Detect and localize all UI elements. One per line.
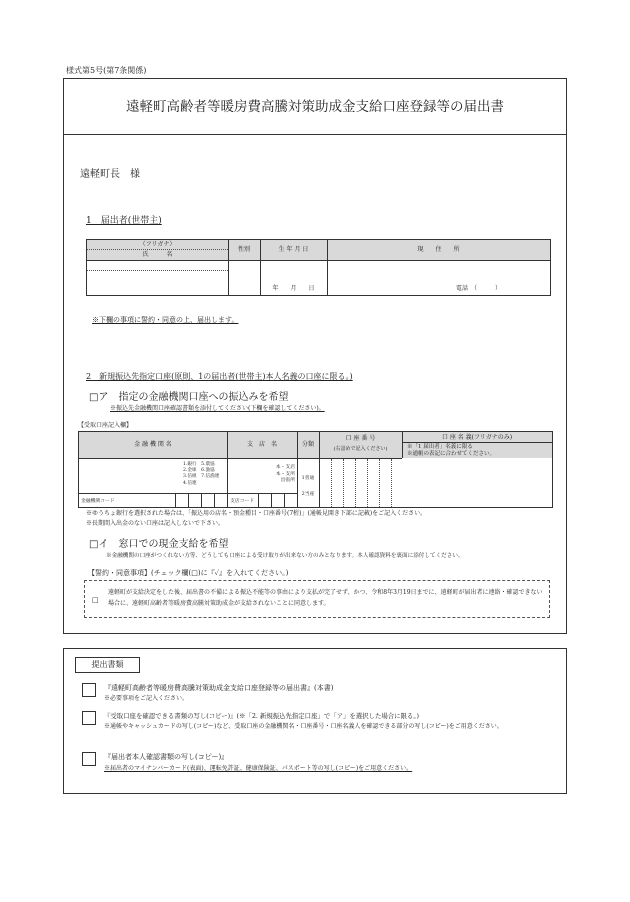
bank-type-1: 1.銀行 5.農協 xyxy=(183,462,215,467)
bank-account-table xyxy=(78,431,553,508)
consent-heading: 【誓約・同意事項】(チェック欄(□)に『✓』を入れてください。) xyxy=(88,569,289,577)
doc-title-3: 『届出者本人確認書類の写し(コピー)』 xyxy=(104,753,229,761)
col-holder: 口 座 名 義(フリガナのみ) xyxy=(441,434,513,441)
holder-note-1: ※「1 届出者」名義に限る xyxy=(407,444,473,450)
doc-note-3: ※届出者のマイナンバーカード(表面)、運転免許証、健康保険証、パスポート等の写し(コピー)をご用意ください。 xyxy=(104,765,413,772)
branch-type-1: 本・支店 xyxy=(275,465,295,470)
acct-type-1: 1普通 xyxy=(301,476,315,481)
bank-type-3: 3.信組 7.信漁連 xyxy=(183,474,220,480)
bank-type-4: 4.信連 xyxy=(183,480,197,486)
option-a-checkbox[interactable]: □ア 指定の金融機関口座への振込みを希望 xyxy=(89,392,289,403)
submission-docs-frame xyxy=(63,648,567,794)
address-label: 現 住 所 xyxy=(417,246,460,253)
branch-code-label: 支店コード xyxy=(230,499,254,504)
consent-box xyxy=(84,580,550,618)
applicant-table xyxy=(86,239,551,296)
doc-title-1: 『遠軽町高齢者等暖房費高騰対策助成金支給口座登録等の届出書』(本書) xyxy=(104,684,334,692)
holder-note-2: ※通帳の表記に合わせてください。 xyxy=(407,451,496,457)
furigana-label: （フリガナ） xyxy=(139,241,176,248)
acct-type-2: 2当座 xyxy=(301,492,315,497)
section1-heading: 1 届出者(世帯主) xyxy=(86,216,162,226)
doc-title-2: 『受取口座を確認できる書類の写し(コピー)』(※「2. 新規振込先指定口座」で「ア」を選択した場合に限る。) xyxy=(104,712,420,720)
docs-heading: 提出書類 xyxy=(75,657,140,673)
phone-label: 電話 （ ） xyxy=(456,285,502,292)
account-box-label: 【受取口座記入欄】 xyxy=(78,422,133,429)
doc-checkbox-2[interactable] xyxy=(82,711,96,725)
doc-note-1: ※必要事項をご記入ください。 xyxy=(104,695,189,702)
doc-checkbox-3[interactable] xyxy=(82,752,96,766)
branch-code-field[interactable] xyxy=(258,494,297,507)
yucho-note: ※ゆうちょ銀行を選択された場合は、「振込用の店名・預金種目・口座番号(7桁)」(通帳見開き下部に記載)をご記入ください。 xyxy=(86,510,427,517)
col-account-sub: (右詰めで記入ください) xyxy=(333,446,388,452)
form-number: 様式第5号(第7条関係) xyxy=(66,66,147,75)
form-title: 遠軽町高齢者等暖房費高騰対策助成金支給口座登録等の届出書 xyxy=(64,79,566,135)
dob-label: 生 年 月 日 xyxy=(278,246,309,253)
date-units: 年 月 日 xyxy=(272,285,315,292)
name-label: 氏 名 xyxy=(142,251,173,258)
col-branch: 支 店 名 xyxy=(246,441,277,448)
addressee: 遠軽町長 様 xyxy=(80,169,140,180)
main-form-frame xyxy=(63,78,567,634)
dob-field[interactable] xyxy=(261,261,327,283)
name-field[interactable] xyxy=(87,261,228,295)
account-number-field[interactable] xyxy=(320,459,402,507)
consent-checkbox[interactable]: □ xyxy=(92,596,99,604)
bank-code-field[interactable] xyxy=(175,494,227,507)
account-holder-field[interactable] xyxy=(402,458,552,507)
col-bank: 金 融 機 関 名 xyxy=(134,441,172,448)
bank-type-2: 2.金庫 6.漁協 xyxy=(183,468,215,474)
doc-checkbox-1[interactable] xyxy=(82,683,96,697)
option-i-note: ※金融機関の口座がつくれない方等、どうしても口座による受け取りが出来ない方のみとなります。本人確認資料を裏面に添付してください。 xyxy=(106,553,464,559)
col-type: 分類 xyxy=(301,441,314,448)
consent-text: 遠軽町が支給決定をした後、届出書の不備による振込不能等の事由により支払が完了せず、かつ、令和8年3月19日までに、遠軽町が届出者に連絡・確認できない場合に、遠軽町高齢者等暖房費高騰対策助成金が支給されないことに同意します。 xyxy=(108,589,543,607)
pledge-note: ※下欄の事項に誓約・同意の上、届出します。 xyxy=(92,316,239,324)
branch-type-3: 出張所 xyxy=(280,478,295,483)
gender-field[interactable] xyxy=(229,261,260,295)
col-account: 口 座 番 号 xyxy=(345,435,376,442)
bank-code-label: 金融機関コード xyxy=(81,499,115,504)
longterm-note: ※長期間入出金のない口座は記入しないで下さい。 xyxy=(86,520,225,527)
option-a-note: ※振込先金融機関口座確認書類を添付してください(下欄を確認してください)。 xyxy=(110,405,325,412)
gender-label: 性別 xyxy=(237,246,250,253)
address-field[interactable] xyxy=(328,261,550,283)
bank-name-field[interactable] xyxy=(79,459,154,493)
option-i-checkbox[interactable]: □イ 窓口での現金支給を希望 xyxy=(89,539,229,550)
branch-type-2: 本・支所 xyxy=(275,471,295,477)
doc-note-2: ※通帳やキャッシュカードの写し(コピー)など、受取口座の金融機関名・口座番号・口座名義人を確認できる部分の写し(コピー)をご用意ください。 xyxy=(104,723,503,730)
section2-heading: 2 新規振込先指定口座(原則、1の届出者(世帯主)本人名義の口座に限る。) xyxy=(86,372,353,381)
